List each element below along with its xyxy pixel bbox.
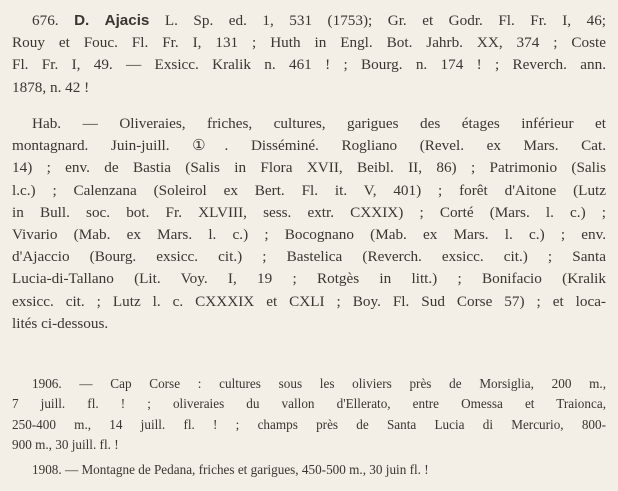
observation-line: 7 juill. fl. ! ; oliveraies du vallon d'Ellerato, entre Omessa et Traionca, xyxy=(12,396,606,412)
header-line-1 xyxy=(12,10,606,32)
habitat-line: montagnard. Juin-juill. ①. Disséminé. Rogliano (Revel. ex Mars. Cat. xyxy=(12,137,606,155)
header-line-3: Fl. Fr. I, 49. — Exsicc. Kralik n. 461 ! ; Bourg. n. 174 ! ; Reverch. ann. xyxy=(12,56,606,74)
observation-line: 1906. — Cap Corse : cultures sous les oliviers près de Morsiglia, 200 m., xyxy=(32,376,606,391)
habitat-line: in Bull. soc. bot. Fr. XLVIII, sess. extr. CXXIX) ; Corté (Mars. l. c.) ; xyxy=(12,203,606,221)
habitat-line: d'Ajaccio (Bourg. exsicc. cit.) ; Bastelica (Reverch. exsicc. cit.) ; Santa xyxy=(12,248,606,266)
species-citation: L. Sp. ed. 1, 531 (1753); Gr. et Godr. Fl. Fr. I, 46; xyxy=(149,12,607,29)
species-number: 676. xyxy=(32,12,59,29)
habitat-line: exsicc. cit. ; Lutz l. c. CXXXIX et CXLI ; Boy. Fl. Sud Corse 57) ; et loca- xyxy=(12,292,606,310)
header-line-2: Rouy et Fouc. Fl. Fr. I, 131 ; Huth in Engl. Bot. Jahrb. XX, 374 ; Coste xyxy=(12,34,606,52)
observation-line: 900 m., 30 juill. fl. ! xyxy=(12,437,119,453)
header-line-4: 1878, n. 42 ! xyxy=(12,78,90,96)
habitat-line: l.c.) ; Calenzana (Soleirol ex Bert. Fl. it. V, 401) ; forêt d'Aitone (Lutz xyxy=(12,181,606,199)
habitat-line: Hab. — Oliveraies, friches, cultures, garigues des étages inférieur et xyxy=(32,115,606,132)
habitat-line: Lucia-di-Tallano (Lit. Voy. I, 19 ; Rotgès in litt.) ; Bonifacio (Kralik xyxy=(12,270,606,288)
habitat-line: lités ci-dessous. xyxy=(12,314,109,332)
species-name: D. Ajacis xyxy=(74,12,150,29)
habitat-line: Vivario (Mab. ex Mars. l. c.) ; Bocognano (Mab. ex Mars. l. c.) ; env. xyxy=(12,226,606,244)
observation-1908 xyxy=(12,460,606,480)
habitat-line: 14) ; env. de Bastia (Salis in Flora XVII, Beibl. II, 86) ; Patrimonio (Salis xyxy=(12,159,606,177)
observation-line: 250-400 m., 14 juill. fl. ! ; champs près de Santa Lucia di Mercurio, 800- xyxy=(12,416,606,432)
observation-line: 1908. — Montagne de Pedana, friches et garigues, 450-500 m., 30 juin fl. ! xyxy=(32,462,429,477)
observation-1906 xyxy=(12,374,606,456)
species-entry-header xyxy=(12,10,606,99)
habitat-paragraph xyxy=(12,113,606,335)
